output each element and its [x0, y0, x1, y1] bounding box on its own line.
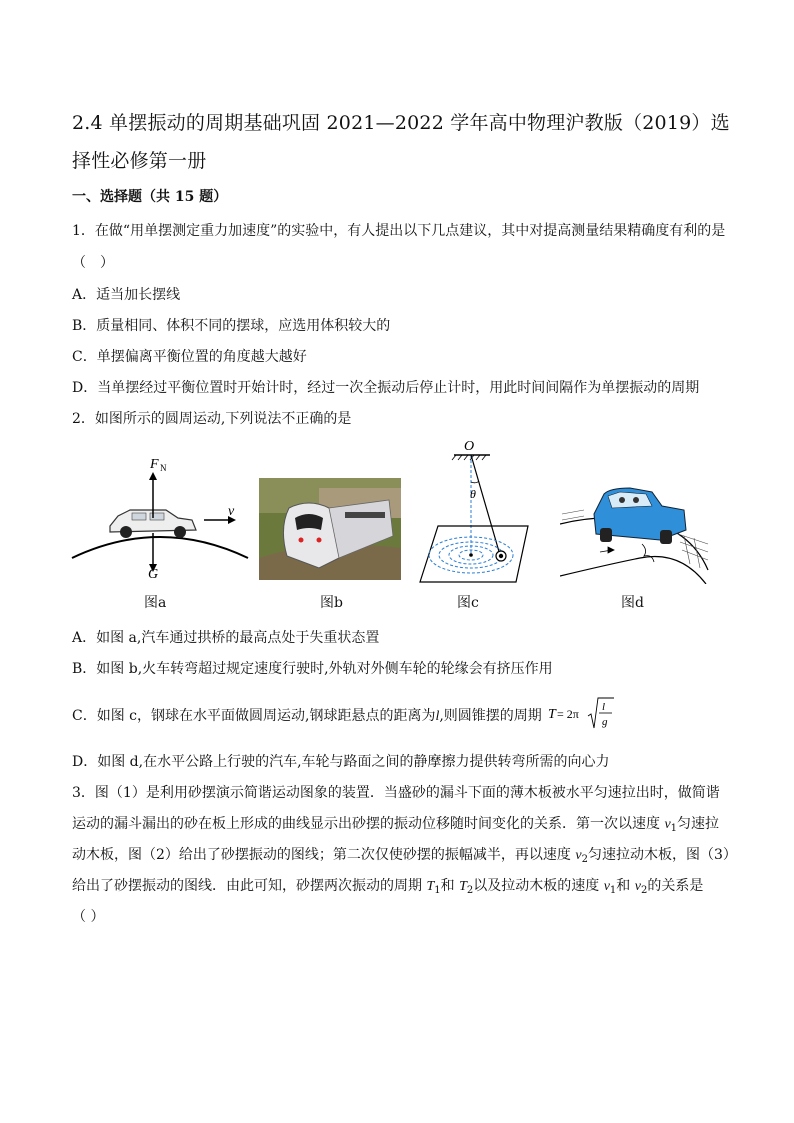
- q2-option-c-l: l: [435, 709, 440, 724]
- q1-option-c: C．单摆偏离平衡位置的角度越大越好: [72, 349, 307, 365]
- q2-option-b: B．如图 b,火车转弯超过规定速度行驶时,外轨对外侧车轮的轮缘会有挤压作用: [72, 661, 553, 677]
- formula-denominator: g: [602, 716, 608, 728]
- q3-paren: （ ）: [72, 909, 105, 925]
- g-label: G: [148, 567, 159, 582]
- period-formula: [546, 696, 616, 736]
- figure-a-caption: 图a: [144, 595, 167, 611]
- q1-paren: （ ）: [72, 255, 114, 271]
- formula-T: T: [548, 707, 557, 722]
- q1-option-a: A．适当加长摆线: [72, 287, 181, 303]
- document-title: 2.4 单摆振动的周期基础巩固 2021—2022 学年高中物理沪教版（2019）选择性必修第一册: [72, 112, 730, 172]
- q2-option-d: D．如图 d,在水平公路上行驶的汽车,车轮与路面之间的静摩擦力提供转弯所需的向心力: [72, 754, 610, 770]
- q1-option-b: B．质量相同、体积不同的摆球，应选用体积较大的: [72, 318, 391, 334]
- section-heading: 一、选择题（共 15 题）: [72, 189, 228, 205]
- figure-b-train-photo: [259, 478, 401, 580]
- q3-line-4: 给出了砂摆振动的图线．由此可知，砂摆两次振动的周期 $T_1$和 $T_2$以及拉动木板的速度 $v_1$和 $v_2$的关系是: [72, 878, 704, 896]
- figure-c-conical-pendulum: [408, 438, 538, 588]
- figure-b-caption: 图b: [320, 595, 343, 611]
- formula-numerator: l: [602, 701, 606, 713]
- q1-stem: 1．在做“用单摆测定重力加速度”的实验中，有人提出以下几点建议，其中对提高测量结果精确度有利的是: [72, 223, 726, 239]
- q3-line-3: 动木板，图（2）给出了砂摆振动的图线；第二次仅使砂摆的振幅减半，再以速度 $v_2$匀速拉动木板，图（3）: [72, 847, 737, 865]
- v-label: v: [228, 504, 235, 519]
- q2-option-c: [72, 696, 616, 732]
- q3-line-2: 运动的漏斗漏出的砂在板上形成的曲线显示出砂摆的振动位移随时间变化的关系．第一次以速度 $v_1$匀速拉: [72, 816, 720, 834]
- figure-c-caption: 图c: [457, 595, 479, 611]
- q2-option-c-post: ,则圆锥摆的周期: [439, 708, 542, 724]
- fn-sub-label: N: [160, 463, 167, 473]
- figure-d-car-turning: [560, 484, 710, 584]
- q1-option-d: D．当单摆经过平衡位置时开始计时，经过一次全振动后停止计时，用此时间间隔作为单摆振动的周期: [72, 380, 700, 396]
- blue-car-icon: [594, 488, 686, 544]
- figure-d-caption: 图d: [621, 595, 644, 611]
- theta-label: θ: [470, 487, 476, 501]
- q2-option-c-pre: C．如图 c，钢球在水平面做圆周运动,钢球距悬点的距离为: [72, 708, 436, 724]
- q3-line-1: 3．图（1）是利用砂摆演示简谐运动图象的装置．当盛砂的漏斗下面的薄木板被水平匀速拉出时，做简谐: [72, 785, 720, 801]
- q2-stem: 2．如图所示的圆周运动,下列说法不正确的是: [72, 411, 352, 427]
- formula-eq: = 2π: [557, 707, 580, 721]
- o-label: O: [464, 439, 475, 454]
- q2-option-a: A．如图 a,汽车通过拱桥的最高点处于失重状态置: [72, 630, 380, 646]
- fn-label: F: [150, 457, 159, 472]
- figure-a-car-on-bridge: [70, 438, 250, 588]
